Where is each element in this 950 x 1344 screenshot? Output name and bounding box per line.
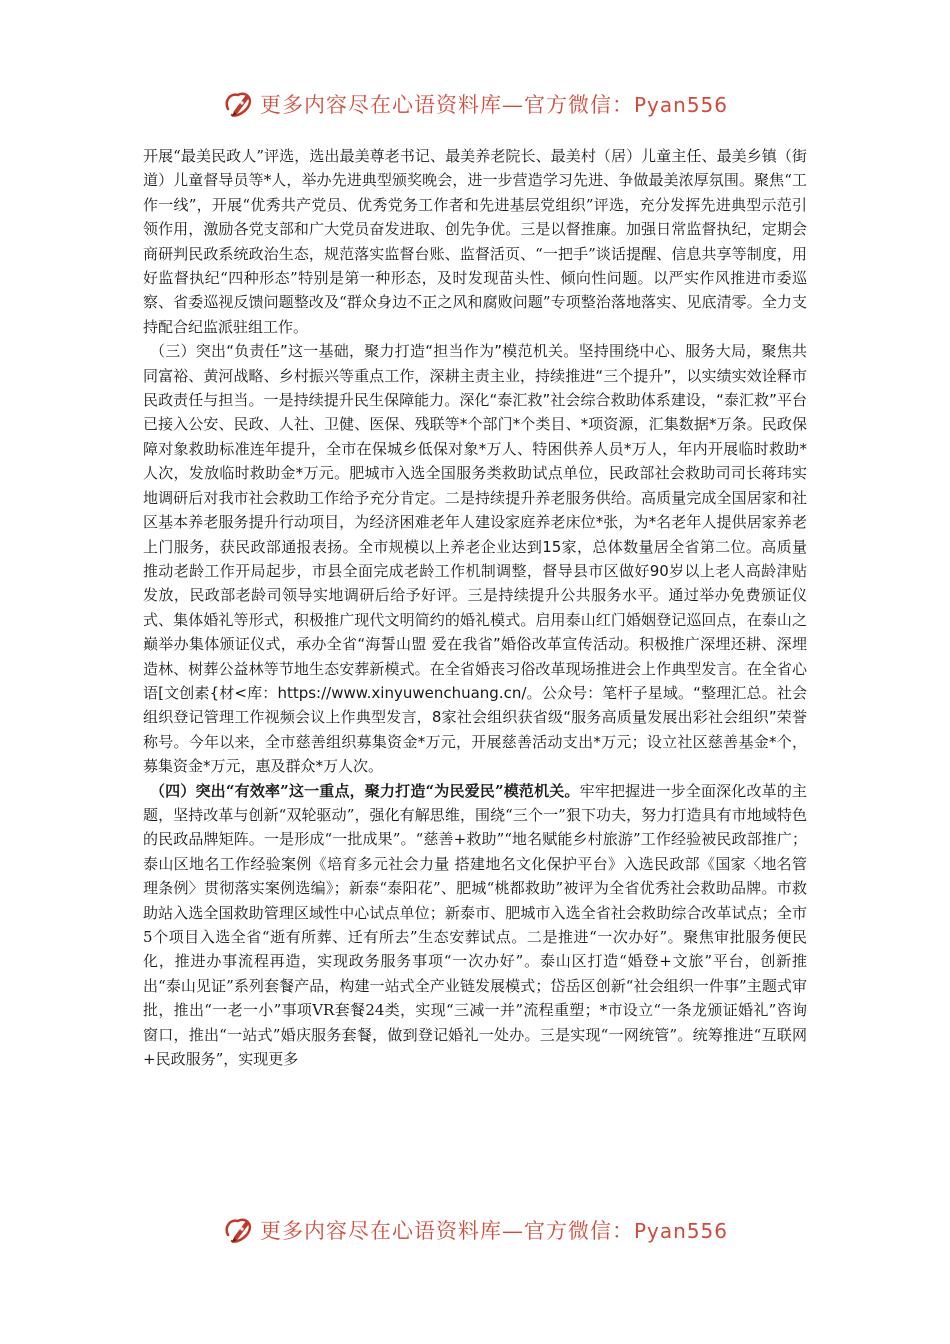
- paragraph-2: （三）突出“负责任”这一基础，聚力打造“担当作为”模范机关。坚持围绕中心、服务大局，聚焦共同富裕、黄河战略、乡村振兴等重点工作，深耕主责主业，持续推进“三个提升”，以实绩实效诠释市民政责任与担当。一是持续提升民生保障能力。深化“泰汇救”社会综合救助体系建设，“泰汇救”平台已接入公安、民政、人社、卫健、医保、残联等*个部门*个类目、*项资源，汇集数据*万条。民政保障对象救助标准连年提升，全市在保城乡低保对象*万人、特困供养人员*万人，年内开展临时救助*人次，发放临时救助金*万元。肥城市入选全国服务类救助试点单位，民政部社会救助司司长蒋玮实地调研后对我市社会救助工作给予充分肯定。二是持续提升养老服务供给。高质量完成全国居家和社区基本养老服务提升行动项目，为经济困难老年人建设家庭养老床位*张，为*名老年人提供居家养老上门服务，获民政部通报表扬。全市规模以上养老企业达到15家，总体数量居全省第二位。高质量推动老龄工作开局起步，市县全面完成老龄工作机制调整，督导县市区做好90岁以上老人高龄津贴发放，民政部老龄司领导实地调研后给予好评。三是持续提升公共服务水平。通过举办免费颁证仪式、集体婚礼等形式，积极推广现代文明简约的婚礼模式。启用泰山红门婚姻登记巡回点，在泰山之巅举办集体颁证仪式，承办全省“海誓山盟 爱在我省”婚俗改革宣传活动。积极推广深埋还耕、深埋造林、树葬公益林等节地生态安葬新模式。在全省婚丧习俗改革现场推进会上作典型发言。在全省心语[文创素{材<库：https://www.xinyuwenchuang.cn/。公众号：笔杆子星域。“整理汇总。社会组织登记管理工作视频会议上作典型发言，8家社会组织获省级“服务高质量发展出彩社会组织”荣誉称号。今年以来，全市慈善组织募集资金*万元，开展慈善活动支出*万元；设立社区慈善基金*个，募集资金*万元，惠及群众*万人次。: [143, 342, 807, 776]
- footer-wechat-id: Pyan556: [633, 1219, 728, 1243]
- footer-banner-inner: [222, 1213, 728, 1247]
- header-banner-text: [260, 89, 728, 119]
- footer-banner-text: [260, 1215, 728, 1245]
- paragraph-1: 开展“最美民政人”评选，选出最美尊老书记、最美养老院长、最美村（居）儿童主任、最美乡镇（街道）儿童督导员等*人，举办先进典型颁奖晚会，进一步营造学习先进、争做最美浓厚氛围。聚焦“工作一线”，开展“优秀共产党员、优秀党务工作者和先进基层党组织”评选，充分发挥先进典型示范引领作用，激励各党支部和广大党员奋发进取、创先争优。三是以督推廉。加强日常监督执纪，定期会商研判民政系统政治生态，规范落实监督台账、监督活页、“一把手”谈话提醒、信息共享等制度，用好监督执纪“四种形态”特别是第一种形态，及时发现苗头性、倾向性问题。以严实作风推进市委巡察、省委巡视反馈问题整改及“群众身边不正之风和腐败问题”专项整治落地落实、见底清零。全力支持配合纪监派驻组工作。: [143, 147, 807, 336]
- document-body: [143, 144, 807, 1071]
- footer-banner-label: 更多内容尽在心语资料库—官方微信：: [259, 1219, 634, 1243]
- header-banner-inner: [222, 87, 728, 121]
- footer-banner: [0, 1210, 950, 1250]
- header-wechat-id: Pyan556: [633, 93, 728, 117]
- pen-heart-logo-icon: [222, 1213, 256, 1247]
- header-banner: [0, 84, 950, 124]
- pen-heart-logo-icon: [222, 87, 256, 121]
- paragraph-3: [143, 779, 807, 1072]
- paragraph-3-heading: （四）突出“有效率”这一重点，聚力打造“为民爱民”模范机关。: [150, 781, 580, 800]
- paragraph-3-body: 牢牢把握进一步全面深化改革的主题，坚持改革与创新“双轮驱动”，强化有解思维，围绕“三个一”狠下功夫，努力打造具有市地域特色的民政品牌矩阵。一是形成“一批成果”。“慈善+救助”“地名赋能乡村旅游”工作经验被民政部推广；泰山区地名工作经验案例《培育多元社会力量 搭建地名文化保护平台》入选民政部《国家〈地名管理条例〉贯彻落实案例选编》；新泰“泰阳花”、肥城“桃都救助”被评为全省优秀社会救助品牌。市救助站入选全国救助管理区域性中心试点单位；新泰市、肥城市入选全省社会救助综合改革试点；全市5个项目入选全省“逝有所葬、迁有所去”生态安葬试点。二是推进“一次办好”。聚焦审批服务便民化，推进办事流程再造，实现政务服务事项“一次办好”。泰山区打造“婚登+文旅”平台，创新推出“泰山见证”系列套餐产品，构建一站式全产业链发展模式；岱岳区创新“社会组织一件事”主题式审批，推出“一老一小”事项VR套餐24类，实现“三减一并”流程重塑；*市设立“一条龙颁证婚礼”咨询窗口，推出“一站式”婚庆服务套餐，做到登记婚礼一处办。三是实现“一网统管”。统筹推进“互联网+民政服务”，实现更多: [143, 781, 807, 1069]
- header-banner-label: 更多内容尽在心语资料库—官方微信：: [259, 93, 634, 117]
